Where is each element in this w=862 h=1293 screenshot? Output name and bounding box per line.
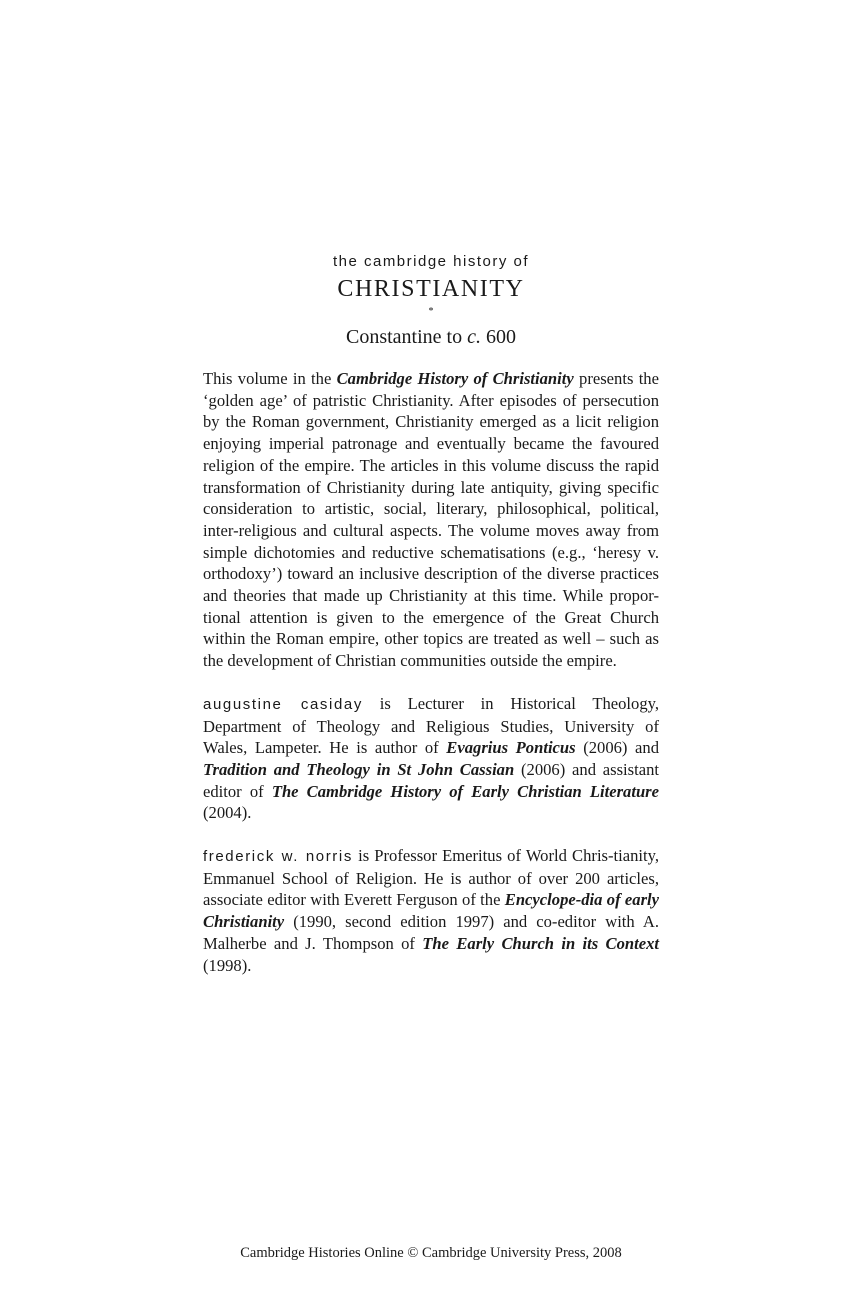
copyright-footer: Cambridge Histories Online © Cambridge University Press, 2008	[240, 1245, 622, 1261]
volume-title	[0, 324, 862, 350]
author-bio-casiday	[203, 693, 659, 824]
description-text-cont: presents the ‘golden age’ of patristic Christianity. After episodes of persecution by the Roman government, Christianity emerged as a licit religion enjoying imperial patronage and eventually became the favoured religion of the empire. The articles in this volume discuss the rapid transformation of Christianity during late antiquity, giving specific consideration to artistic, social, literary, philosophical, political, inter-religious and cultural aspects. The volume moves away from simple dichotomies and reductive schematisations (e.g., ‘heresy v. orthodoxy’) toward an inclusive description of the diverse practices and theories that made up Christianity at this time. While propor-tional attention is given to the emergence of the Great Church within the Roman empire, other topics are treated as well – such as the development of Christian communities outside the empire.	[203, 369, 659, 671]
bio-text: is Lecturer in Historical Theology, Department of Theology and Religious Studies, University of Wales, Lampeter. He is author of	[203, 693, 659, 758]
title-block	[0, 250, 862, 350]
bio-text: (1990, second edition 1997) and co-editor with A. Malherbe and J. Thompson of	[203, 912, 659, 953]
bio-text: is Professor Emeritus of World Chris-tianity, Emmanuel School of Religion. He is author of over 200 articles, associate editor with Everett Ferguson of the	[203, 846, 660, 910]
volume-title-prefix: Constantine to	[346, 326, 468, 348]
bio-text: (2006) and assistant editor of	[203, 759, 660, 801]
body-text	[203, 368, 659, 976]
book-title: The Early Church in its Context	[422, 933, 659, 953]
author-name-casiday: augustine casiday	[203, 695, 363, 713]
book-title: Evagrius Ponticus	[446, 738, 576, 758]
author-name-norris: frederick w. norris	[203, 848, 353, 866]
series-title-italic: Cambridge History of Christianity	[336, 369, 574, 388]
description-paragraph	[203, 368, 659, 672]
bio-text: (2006) and	[575, 738, 659, 758]
book-title: The Cambridge History of Early Christian Literature	[271, 781, 660, 801]
series-title: the cambridge history of	[332, 253, 530, 270]
book-title: Tradition and Theology in St John Cassian	[203, 759, 515, 779]
description-text: This volume in the	[203, 369, 337, 388]
bio-text: (1998).	[203, 955, 252, 975]
main-title: CHRISTIANITY	[337, 276, 525, 302]
volume-title-circa: c.	[467, 326, 481, 348]
separator-asterisk: *	[428, 306, 434, 317]
author-bio-norris	[203, 845, 659, 976]
volume-title-year: 600	[481, 326, 516, 348]
book-title: Encyclope-dia of early Christianity	[203, 890, 660, 932]
bio-text: (2004).	[203, 803, 252, 823]
